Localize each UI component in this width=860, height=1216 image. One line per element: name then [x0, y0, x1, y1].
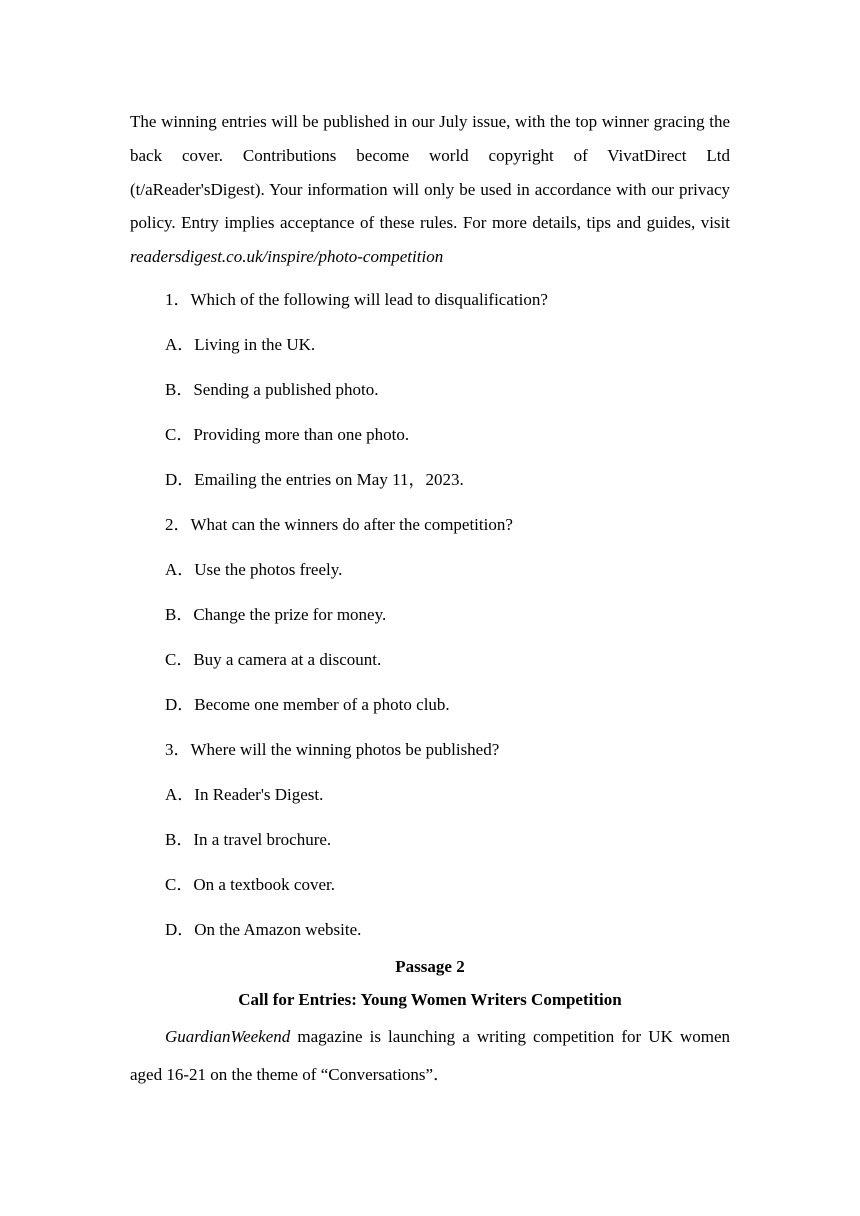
passage-2-title: Call for Entries: Young Women Writers Competition	[238, 990, 622, 1009]
passage-2-label: Passage 2	[395, 957, 465, 976]
question-1-option-a: A．Living in the UK.	[165, 335, 316, 354]
intro-text: The winning entries will be published in our July issue, with the top winner gracing the back cover. Contributions become world copyright of VivatDirect Ltd (t/aReader'sDigest). Your information will only be used in accordance with our privacy policy. Entry implies acceptance of these rules. For more details, tips and guides, visit	[130, 112, 730, 233]
question-2-option-a: A．Use the photos freely.	[165, 560, 343, 579]
intro-paragraph	[130, 105, 730, 274]
question-3-option-b: B．In a travel brochure.	[165, 830, 332, 849]
question-2-stem: 2．What can the winners do after the competition?	[165, 515, 513, 534]
question-1-option-c: C．Providing more than one photo.	[165, 425, 410, 444]
question-3-option-a: A．In Reader's Digest.	[165, 785, 324, 804]
question-2-option-b: B．Change the prize for money.	[165, 605, 387, 624]
passage-2-text: magazine is launching a writing competition for UK women aged 16-21 on the theme of “Conversations”．	[130, 1027, 730, 1084]
question-3-stem: 3．Where will the winning photos be published?	[165, 740, 500, 759]
question-2-option-c: C．Buy a camera at a discount.	[165, 650, 382, 669]
question-1-option-b: B．Sending a published photo.	[165, 380, 379, 399]
question-1-stem: 1．Which of the following will lead to disqualification?	[165, 290, 548, 309]
passage-2-paragraph	[130, 1018, 730, 1094]
competition-url: readersdigest.co.uk/inspire/photo-competition	[130, 247, 444, 267]
question-1-option-d: D．Emailing the entries on May 11，2023.	[165, 470, 464, 489]
question-3-option-c: C．On a textbook cover.	[165, 875, 335, 894]
magazine-name: GuardianWeekend	[165, 1027, 291, 1046]
question-3-option-d: D．On the Amazon website.	[165, 920, 362, 939]
question-2-option-d: D．Become one member of a photo club.	[165, 695, 450, 714]
